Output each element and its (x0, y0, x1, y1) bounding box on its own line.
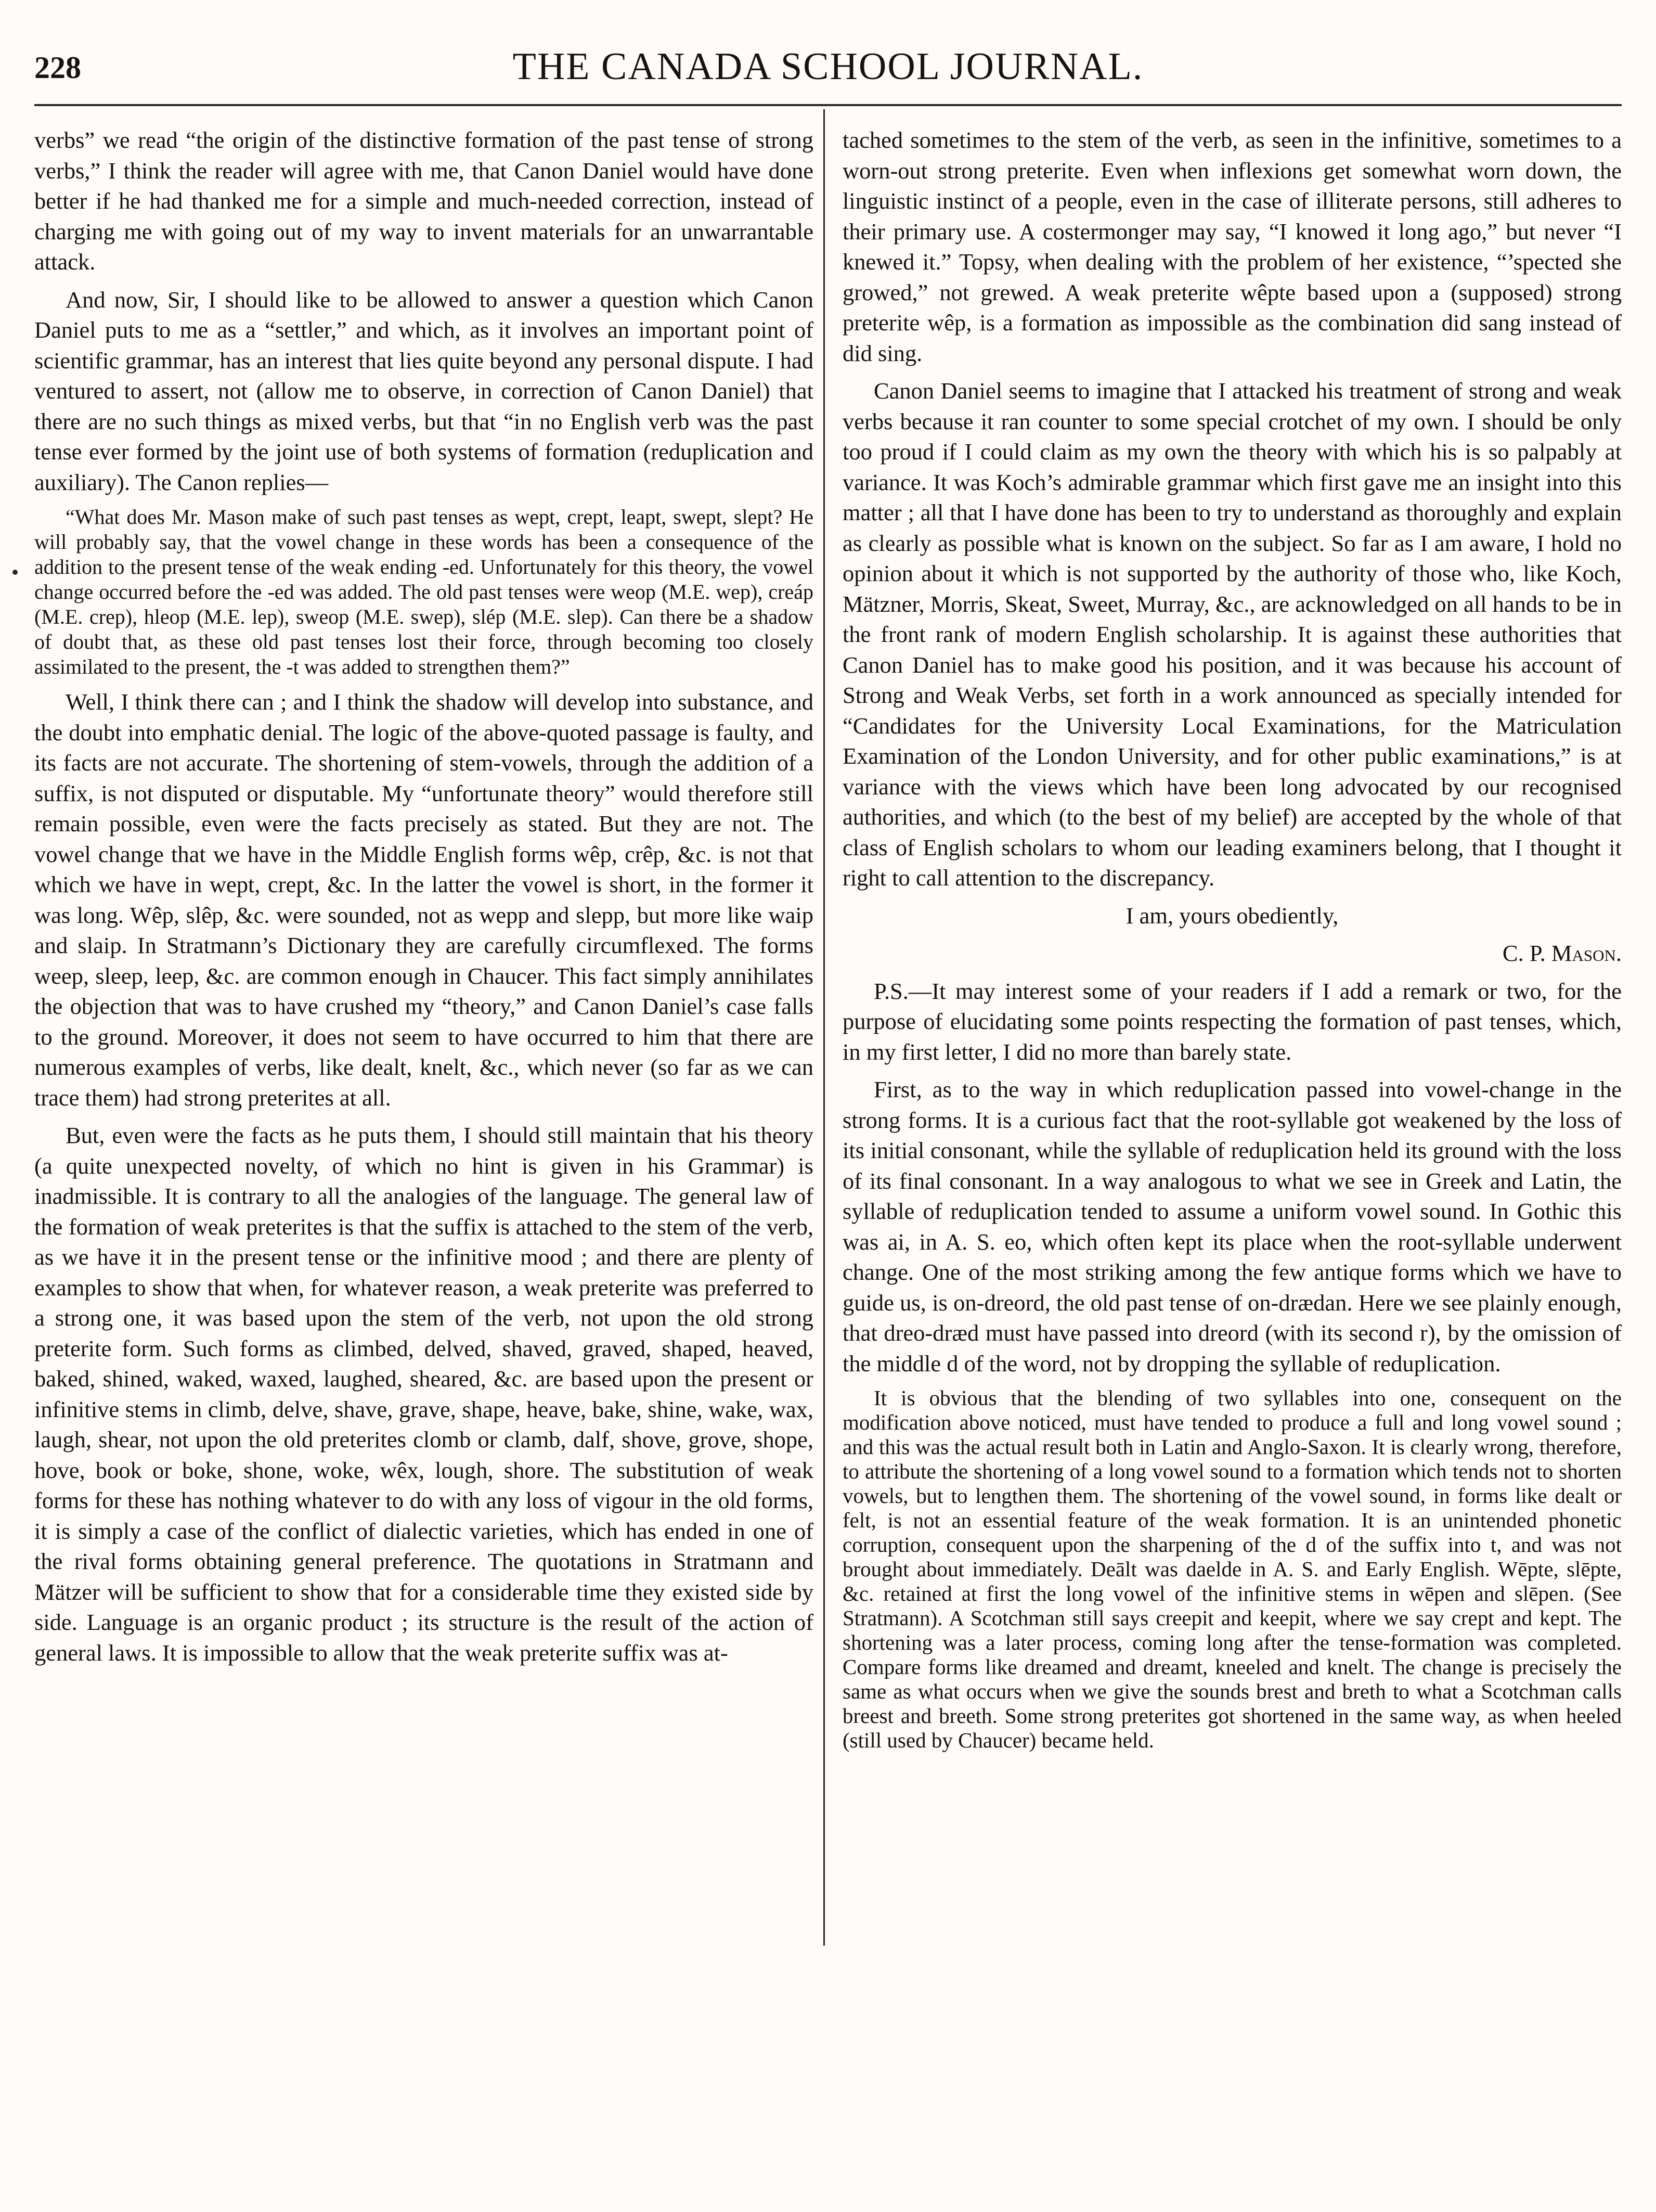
right-column (843, 125, 1622, 1760)
paragraph: tached sometimes to the stem of the verb, as seen in the infinitive, sometimes to a worn-out strong preterite. Even when inflexions get somewhat worn down, the linguistic instinct of a people, even in the case of illiterate persons, still adheres to their primary use. A costermonger may say, “I knowed it long ago,” but never “I knewed it.” Topsy, when dealing with the problem of her existence, “’spected she growed,” not grewed. A weak preterite wêpte based upon a (supposed) strong preterite wêp, is a formation as impossible as the combination did sang instead of did sing. (843, 127, 1622, 366)
margin-mark (12, 570, 18, 575)
left-column (34, 125, 813, 1675)
column-divider (823, 109, 825, 1946)
paragraph: But, even were the facts as he puts them, I should still maintain that his theory (a quite unexpected novelty, of which no hint is given in his Grammar) is inadmissible. It is contrary to all the analogies of the language. The general law of the formation of weak preterites is that the suffix is attached to the stem of the verb, as we have it in the present tense or the infinitive mood ; and there are plenty of examples to show that when, for whatever reason, a weak preterite was preferred to a strong one, it was based upon the stem of the verb, not upon the old strong preterite form. Such forms as climbed, delved, shaved, graved, shaped, heaved, baked, shined, waked, waxed, laughed, sheared, &c. are based upon the present or infinitive stems in climb, delve, shave, grave, shape, heave, bake, shine, wake, wax, laugh, shear, not upon the old preterites clomb or clamb, dalf, shove, grove, shope, hove, book or boke, shone, woke, wêx, lough, shore. The substitution of weak forms for these has nothing whatever to do with any loss of vigour in the old forms, it is simply a case of the conflict of dialectic varieties, which has ended in one of the rival forms obtaining general preference. The quotations in Stratmann and Mätzer will be sufficient to show that for a considerable time they existed side by side. Language is an organic product ; its structure is the result of the action of general laws. It is impossible to allow that the weak preterite suffix was at- (34, 1122, 813, 1666)
journal-title: THE CANADA SCHOOL JOURNAL. (512, 45, 1144, 88)
paragraph: Canon Daniel seems to imagine that I attacked his treatment of strong and weak verbs because it ran counter to some special crotchet of my own. I should be only too proud if I could claim as my own the theory with which his is so palpably at variance. It was Koch’s admirable grammar which first gave me an insight into this matter ; all that I have done has been to try to understand as thoroughly and explain as clearly as possible what is known on the subject. So far as I am aware, I hold no opinion about it which is not supported by the authority of those who, like Koch, Mätzner, Morris, Skeat, Sweet, Murray, &c., are acknowledged on all hands to be in the front rank of modern English scholarship. It is against these authorities that Canon Daniel has to make good his position, and it was because his account of Strong and Weak Verbs, set forth in a work announced as specially intended for “Candidates for the University Local Examinations, for the Matriculation Examination of the London University, and for other public examinations,” is at variance with the views which have been long advocated by our recognised authorities, and which (to the best of my belief) are accepted by the whole of that class of English scholars to whom our leading examiners belong, that I thought it right to call attention to the discrepancy. (843, 378, 1622, 891)
paragraph: And now, Sir, I should like to be allowed to answer a question which Canon Daniel puts to me as a “settler,” and which, as it involves an important point of scientific grammar, has an interest that lies quite beyond any personal dispute. I had ventured to assert, not (allow me to observe, in correction of Canon Daniel) that there are no such things as mixed verbs, but that “in no English verb was the past tense ever formed by the joint use of both systems of formation (reduplication and auxiliary). The Canon replies— (34, 286, 813, 495)
paragraph: verbs” we read “the origin of the distinctive formation of the past tense of strong verbs,” I think the reader will agree with me, that Canon Daniel would have done better if he had thanked me for a simple and much-needed correction, instead of charging me with going out of my way to invent materials for an unwarrantable attack. (34, 127, 813, 275)
postscript-paragraph: It is obvious that the blending of two syllables into one, consequent on the modification above noticed, must have tended to produce a full and long vowel sound ; and this was the actual result both in Latin and Anglo-Saxon. It is clearly wrong, therefore, to attribute the shortening of a long vowel sound to a formation which tends not to shorten vowels, but to lengthen them. The shortening of the vowel sound, in forms like dealt or felt, is not an essential feature of the weak formation. It is an unintended phonetic corruption, consequent upon the sharpening of the d of the suffix into t, and was not brought about immediately. Deālt was daelde in A. S. and Early English. Wēpte, slēpte, &c. retained at first the long vowel of the infinitive stems in wēpen and slēpen. (See Stratmann). A Scotchman still says creepit and keepit, where we say crept and kept. The shortening was a later process, coming long after the tense-formation was completed. Compare forms like dreamed and dreamt, kneeled and knelt. The change is precisely the same as what occurs when we give the sounds brest and breth to what a Scotchman calls breest and breeth. Some strong preterites got shortened in the same way, as when heeled (still used by Chaucer) became held. (843, 1386, 1622, 1752)
page-header (34, 45, 1622, 102)
signature: C. P. Mason. (1502, 940, 1622, 966)
page-number: 228 (34, 50, 81, 85)
closing-salutation: I am, yours obediently, (1125, 902, 1339, 929)
postscript-paragraph: First, as to the way in which reduplication passed into vowel-change in the strong forms. It is a curious fact that the root-syllable got weakened by the loss of its initial consonant, while the syllable of reduplication held its ground with the loss of its final consonant. In a way analogous to what we see in Greek and Latin, the syllable of reduplication tended to assume a uniform vowel sound. In Gothic this was ai, in A. S. eo, which often kept its place when the root-syllable underwent change. One of the most striking among the few antique forms which we have to guide us, is on-dreord, the old past tense of on-drædan. Here we see plainly enough, that dreo-dræd must have passed into dreord (with its second r), by the omission of the middle d of the word, not by dropping the syllable of reduplication. (843, 1076, 1622, 1377)
header-rule (34, 104, 1622, 106)
postscript-paragraph: P.S.—It may interest some of your readers if I add a remark or two, for the purpose of elucidating some points respecting the formation of past tenses, which, in my first letter, I did no more than barely state. (843, 978, 1622, 1065)
paragraph: Well, I think there can ; and I think the shadow will develop into substance, and the doubt into emphatic denial. The logic of the above-quoted passage is faulty, and its facts are not accurate. The shortening of stem-vowels, through the addition of a suffix, is not disputed or disputable. My “unfortunate theory” would therefore still remain possible, even were the facts precisely as stated. But they are not. The vowel change that we have in the Middle English forms wêp, crêp, &c. is not that which we have in wept, crept, &c. In the latter the vowel is short, in the former it was long. Wêp, slêp, &c. were sounded, not as wepp and slepp, but more like waip and slaip. In Stratmann’s Dictionary they are carefully circumflexed. The forms weep, sleep, leep, &c. are common enough in Chaucer. This fact simply annihilates the objection that was to have crushed my “theory,” and Canon Daniel’s case falls to the ground. Moreover, it does not seem to have occurred to him that there are numerous examples of verbs, like dealt, knelt, &c., which never (so far as we can trace them) had strong preterites at all. (34, 689, 813, 1111)
quoted-passage: “What does Mr. Mason make of such past tenses as wept, crept, leapt, swept, slept? He will probably say, that the vowel change in these words has been a consequence of the addition to the present tense of the weak ending -ed. Unfortunately for this theory, the vowel change occurred before the -ed was added. The old past tenses were weop (M.E. wep), creáp (M.E. crep), hleop (M.E. lep), sweop (M.E. swep), slép (M.E. slep). Can there be a shadow of doubt that, as these old past tenses lost their force, through becoming too closely assimilated to the present, the -t was added to strengthen them?” (34, 505, 813, 678)
